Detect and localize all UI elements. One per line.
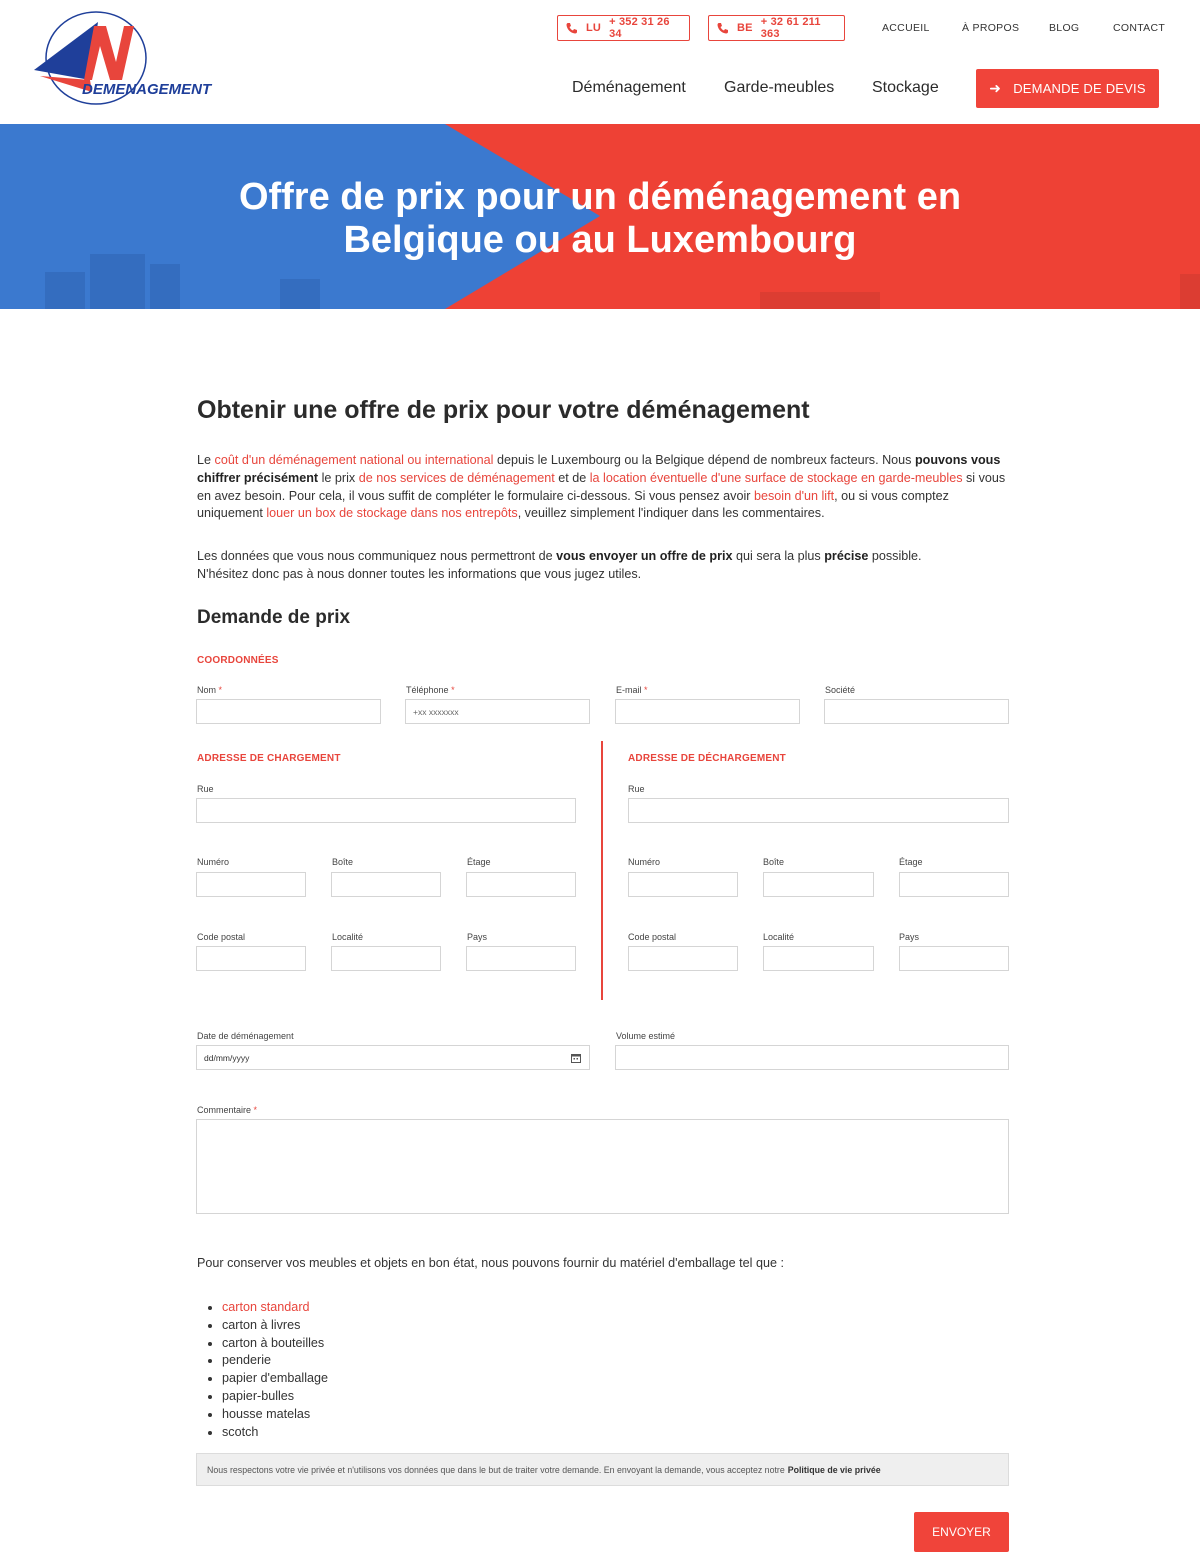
- link-box-stockage[interactable]: louer un box de stockage dans nos entrepôts: [266, 506, 518, 521]
- text: et de: [554, 470, 590, 485]
- list-item[interactable]: carton standard: [208, 1299, 328, 1317]
- list-item: scotch: [208, 1424, 328, 1442]
- arrow-right-icon: ➜: [989, 80, 1002, 96]
- chargement-etage-input[interactable]: [466, 872, 576, 897]
- text: N'hésitez donc pas à nous donner toutes les informations que vous jugez utiles.: [197, 566, 642, 581]
- hero-title-line1: Offre de prix pour un déménagement en: [238, 176, 962, 218]
- link-lift[interactable]: besoin d'un lift: [753, 488, 835, 503]
- hero-banner: [0, 124, 1200, 309]
- chargement-pays-label: Pays: [467, 932, 488, 942]
- list-item: housse matelas: [208, 1406, 328, 1424]
- chargement-localite-label: Localité: [332, 932, 364, 942]
- site-logo[interactable]: [34, 10, 212, 110]
- nav-blog[interactable]: BLOG: [1049, 22, 1080, 34]
- chargement-numero-label: Numéro: [197, 857, 230, 867]
- text: Les données que vous nous communiquez nous permettront de: [197, 549, 557, 563]
- bold-text: précise: [824, 549, 869, 563]
- intro-paragraph-1: [197, 452, 1012, 523]
- chargement-cp-label: Code postal: [197, 932, 246, 942]
- required-mark: *: [253, 1105, 258, 1115]
- required-mark: *: [218, 685, 223, 695]
- phone-icon: [566, 22, 578, 34]
- list-item: papier-bulles: [208, 1388, 328, 1406]
- dechargement-pays-input[interactable]: [899, 946, 1009, 971]
- address-divider: [601, 741, 603, 1000]
- envoyer-button[interactable]: ENVOYER: [914, 1512, 1009, 1552]
- packing-list: [208, 1299, 328, 1441]
- dechargement-rue-label: Rue: [628, 784, 645, 794]
- dechargement-localite-label: Localité: [763, 932, 795, 942]
- demande-de-devis-label: DEMANDE DE DEVIS: [1013, 81, 1146, 96]
- adresse-dechargement-label: ADRESSE DE DÉCHARGEMENT: [628, 753, 786, 764]
- telephone-label: [406, 685, 455, 695]
- link-cout-demenagement[interactable]: coût d'un déménagement national ou international: [214, 453, 494, 467]
- packing-intro: Pour conserver vos meubles et objets en bon état, nous pouvons fournir du matériel d'emballage tel que :: [197, 1256, 784, 1270]
- link-garde-meubles[interactable]: la location éventuelle d'une surface de stockage en garde-meubles: [589, 470, 963, 485]
- nav-stockage[interactable]: Stockage: [872, 79, 939, 96]
- dechargement-rue-input[interactable]: [628, 798, 1009, 823]
- date-placeholder: dd/mm/yyyy: [204, 1052, 250, 1063]
- email-label: [616, 685, 648, 695]
- list-item: penderie: [208, 1352, 328, 1370]
- volume-input[interactable]: [615, 1045, 1009, 1070]
- commentaire-textarea[interactable]: [196, 1119, 1009, 1214]
- phone-icon: [717, 22, 729, 34]
- email-input[interactable]: [615, 699, 800, 724]
- bold-text: vous envoyer un offre de prix: [556, 549, 733, 563]
- adresse-chargement-label: ADRESSE DE CHARGEMENT: [197, 753, 341, 764]
- chargement-rue-input[interactable]: [196, 798, 576, 823]
- hero-title-line2: Belgique ou au Luxembourg: [343, 219, 857, 261]
- chargement-boite-label: Boîte: [332, 857, 354, 867]
- chargement-localite-input[interactable]: [331, 946, 441, 971]
- nom-label: [197, 685, 222, 695]
- phone-be-code: BE: [737, 22, 753, 34]
- dechargement-etage-input[interactable]: [899, 872, 1009, 897]
- privacy-notice: [196, 1453, 1009, 1486]
- link-services-demenagement[interactable]: de nos services de déménagement: [358, 470, 555, 485]
- chargement-rue-label: Rue: [197, 784, 214, 794]
- dechargement-etage-label: Étage: [899, 857, 923, 867]
- list-item: carton à livres: [208, 1317, 328, 1335]
- page-heading: Obtenir une offre de prix pour votre déménagement: [197, 396, 810, 424]
- bold-text: pouvons vous chiffrer précisément: [197, 453, 1001, 485]
- nav-a-propos[interactable]: À PROPOS: [962, 22, 1020, 34]
- dechargement-cp-input[interactable]: [628, 946, 738, 971]
- societe-label: Société: [825, 685, 856, 695]
- dechargement-localite-input[interactable]: [763, 946, 874, 971]
- chargement-cp-input[interactable]: [196, 946, 306, 971]
- text: si vous en avez besoin. Pour cela, il vous suffit de compléter le formulaire ci-dessous. Si vous pensez avoir: [197, 470, 1006, 503]
- text: depuis le Luxembourg ou la Belgique dépend de nombreux facteurs. Nous: [493, 453, 915, 467]
- societe-input[interactable]: [824, 699, 1009, 724]
- privacy-policy-link[interactable]: Politique de vie privée: [787, 1464, 881, 1475]
- label-text: Téléphone: [406, 685, 449, 695]
- dechargement-numero-label: Numéro: [628, 857, 661, 867]
- dechargement-boite-input[interactable]: [763, 872, 874, 897]
- phone-lu-number: + 352 31 26 34: [609, 16, 670, 40]
- form-heading: Demande de prix: [197, 607, 351, 628]
- privacy-text: Nous respectons votre vie privée et n'utilisons vos données que dans le but de traiter votre demande. En envoyant la demande, vous acceptez notre: [207, 1464, 785, 1475]
- site-header: [0, 0, 1200, 124]
- phone-be-button[interactable]: [708, 15, 845, 41]
- hero-title: [0, 176, 1200, 262]
- label-text: E-mail: [616, 685, 642, 695]
- required-mark: *: [644, 685, 648, 695]
- text: Le: [197, 453, 215, 467]
- volume-label: Volume estimé: [616, 1031, 676, 1041]
- calendar-icon[interactable]: [571, 1053, 581, 1063]
- text: possible.: [868, 549, 922, 563]
- date-label: Date de déménagement: [197, 1031, 294, 1041]
- logo-icon: [34, 10, 212, 110]
- intro-paragraph-2: [197, 548, 1012, 584]
- phone-lu-button[interactable]: [557, 15, 690, 41]
- nav-garde-meubles[interactable]: Garde-meubles: [724, 79, 835, 96]
- commentaire-label: [197, 1105, 257, 1115]
- phone-lu-code: LU: [586, 22, 602, 34]
- coordonnees-label: COORDONNÉES: [197, 655, 279, 666]
- demande-de-devis-button[interactable]: [976, 69, 1159, 108]
- label-text: Nom: [197, 685, 217, 695]
- text: , ou si vous comptez uniquement: [197, 488, 949, 521]
- text: qui sera la plus: [732, 549, 825, 563]
- nav-demenagement[interactable]: Déménagement: [572, 79, 686, 96]
- logo-text: DEMENAGEMENT: [82, 81, 212, 98]
- chargement-pays-input[interactable]: [466, 946, 576, 971]
- date-input[interactable]: [196, 1045, 590, 1070]
- text: , veuillez simplement l'indiquer dans les commentaires.: [517, 506, 825, 521]
- nav-accueil[interactable]: ACCUEIL: [882, 22, 930, 34]
- nav-contact[interactable]: CONTACT: [1113, 22, 1166, 34]
- chargement-boite-input[interactable]: [331, 872, 441, 897]
- dechargement-cp-label: Code postal: [628, 932, 677, 942]
- list-item: carton à bouteilles: [208, 1335, 328, 1353]
- list-item: papier d'emballage: [208, 1370, 328, 1388]
- text: le prix: [318, 470, 359, 485]
- telephone-placeholder: +xx xxxxxxx: [413, 706, 459, 717]
- dechargement-boite-label: Boîte: [763, 857, 785, 867]
- chargement-etage-label: Étage: [467, 857, 491, 867]
- chargement-numero-input[interactable]: [196, 872, 306, 897]
- required-mark: *: [451, 685, 455, 695]
- nom-input[interactable]: [196, 699, 381, 724]
- phone-be-number: + 32 61 211 363: [760, 16, 821, 40]
- label-text: Commentaire: [197, 1105, 252, 1115]
- dechargement-numero-input[interactable]: [628, 872, 738, 897]
- telephone-input[interactable]: [405, 699, 590, 724]
- dechargement-pays-label: Pays: [899, 932, 920, 942]
